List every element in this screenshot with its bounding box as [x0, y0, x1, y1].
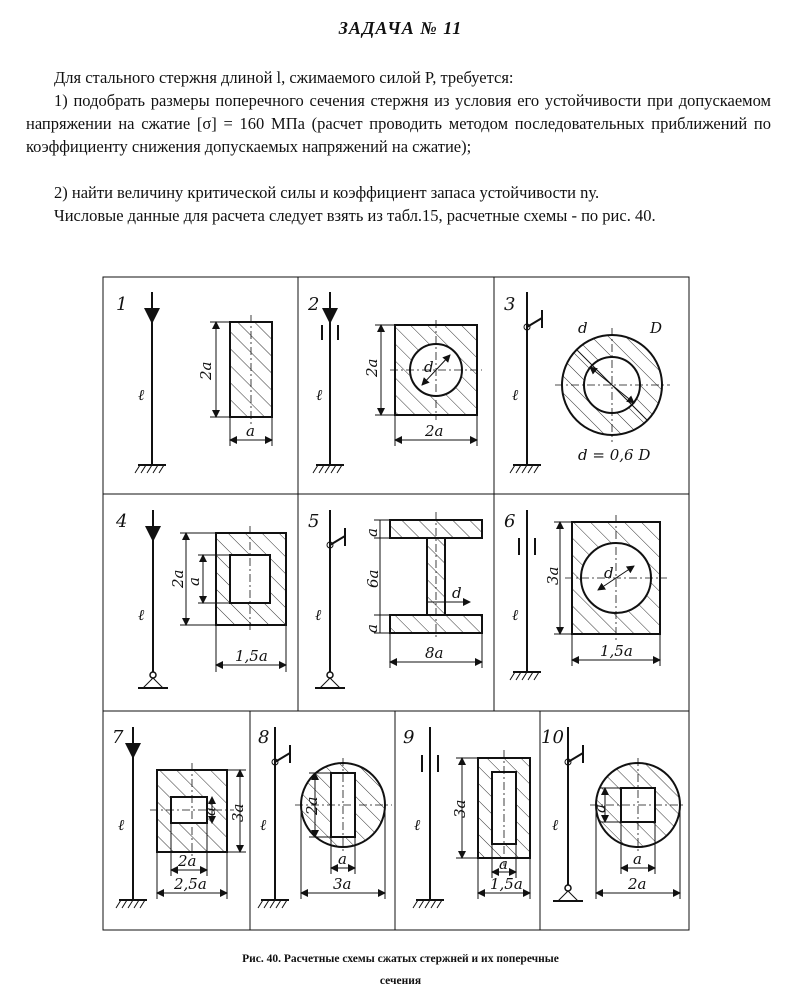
- dim-label: 3a: [451, 799, 469, 818]
- dim-label: 1,5a: [600, 642, 633, 660]
- dim-label: a: [201, 807, 219, 816]
- length-label: ℓ: [138, 606, 145, 624]
- dim-label: d: [424, 358, 434, 376]
- scheme-8: [258, 727, 392, 908]
- scheme-number: 1: [116, 294, 128, 315]
- dim-label: 6a: [364, 569, 382, 588]
- figure-caption-continued: сечения: [379, 975, 422, 987]
- length-label: ℓ: [260, 816, 267, 834]
- dim-label: 1,5a: [490, 875, 523, 893]
- dim-label: 2a: [628, 875, 647, 893]
- length-label: ℓ: [315, 606, 322, 624]
- dim-label: 1,5a: [235, 647, 268, 665]
- scheme-number: 3: [504, 294, 516, 315]
- scheme-number: 10: [541, 727, 564, 748]
- length-label: ℓ: [414, 816, 421, 834]
- length-label: ℓ: [552, 816, 559, 834]
- scheme-4: [115, 510, 286, 688]
- figure-40-schemes: [0, 270, 801, 940]
- scheme-3: [504, 292, 670, 473]
- scheme-7: [112, 727, 247, 908]
- dim-label: D: [650, 319, 663, 337]
- length-label: ℓ: [138, 386, 145, 404]
- scheme-6: [504, 510, 667, 680]
- dim-label: 2a: [303, 796, 321, 815]
- dim-label: a: [591, 804, 609, 813]
- length-label: ℓ: [118, 816, 125, 834]
- task-title: ЗАДАЧА № 11: [338, 18, 463, 38]
- dim-label: a: [363, 528, 381, 537]
- dim-label: a: [185, 577, 203, 586]
- scheme-number: 4: [116, 511, 128, 532]
- scheme-number: 8: [258, 727, 270, 748]
- length-label: ℓ: [316, 386, 323, 404]
- data-source-note: Числовые данные для расчета следует взять из табл.15, расчетные схемы - по рис. 40.: [54, 206, 656, 225]
- dim-label: 3a: [229, 803, 247, 822]
- dim-label: 3a: [333, 875, 352, 893]
- dim-label: 2a: [169, 569, 187, 588]
- dim-label: a: [499, 855, 508, 873]
- figure-caption: Рис. 40. Расчетные схемы сжатых стержней и их поперечные: [242, 953, 559, 965]
- scheme-10: [541, 727, 686, 901]
- requirement-2: 2) найти величину критической силы и коэффициент запаса устойчивости nу.: [54, 183, 600, 202]
- intro-line: Для стального стержня длиной l, сжимаемого силой P, требуется:: [54, 68, 514, 87]
- dim-label: 2a: [178, 852, 197, 870]
- scheme-2: [307, 292, 482, 473]
- dim-label: 2a: [425, 422, 444, 440]
- scheme-9: [403, 727, 530, 908]
- dim-label: 2a: [197, 361, 215, 380]
- scheme-number: 5: [308, 511, 320, 532]
- dim-label: 2a: [363, 358, 381, 377]
- dim-label: d: [578, 319, 588, 337]
- dim-label: a: [363, 624, 381, 633]
- scheme-number: 6: [504, 511, 516, 532]
- scheme-number: 9: [403, 727, 415, 748]
- dim-label: a: [633, 850, 642, 868]
- requirement-1: 1) подобрать размеры поперечного сечения стержня из условия его устойчивости при допускаемом напряжении на сжатие [σ] = 160 МПа (расчет проводить методом последовательных приближений по коэффициенту снижения допускаемых напряжений на сжатие);: [26, 91, 771, 156]
- scheme-number: 7: [112, 727, 124, 748]
- dim-label: 2,5a: [174, 875, 207, 893]
- scheme-1: [116, 292, 272, 473]
- dim-label: 8a: [425, 644, 444, 662]
- scheme-5: [308, 510, 482, 688]
- dim-label: d: [452, 584, 462, 602]
- dim-label: 3a: [544, 566, 562, 585]
- length-label: ℓ: [512, 386, 519, 404]
- dim-label: a: [246, 422, 255, 440]
- scheme-number: 2: [308, 294, 320, 315]
- dim-label: a: [338, 850, 347, 868]
- section-note: d = 0,6 D: [578, 446, 651, 464]
- dim-label: d: [604, 564, 614, 582]
- length-label: ℓ: [512, 606, 519, 624]
